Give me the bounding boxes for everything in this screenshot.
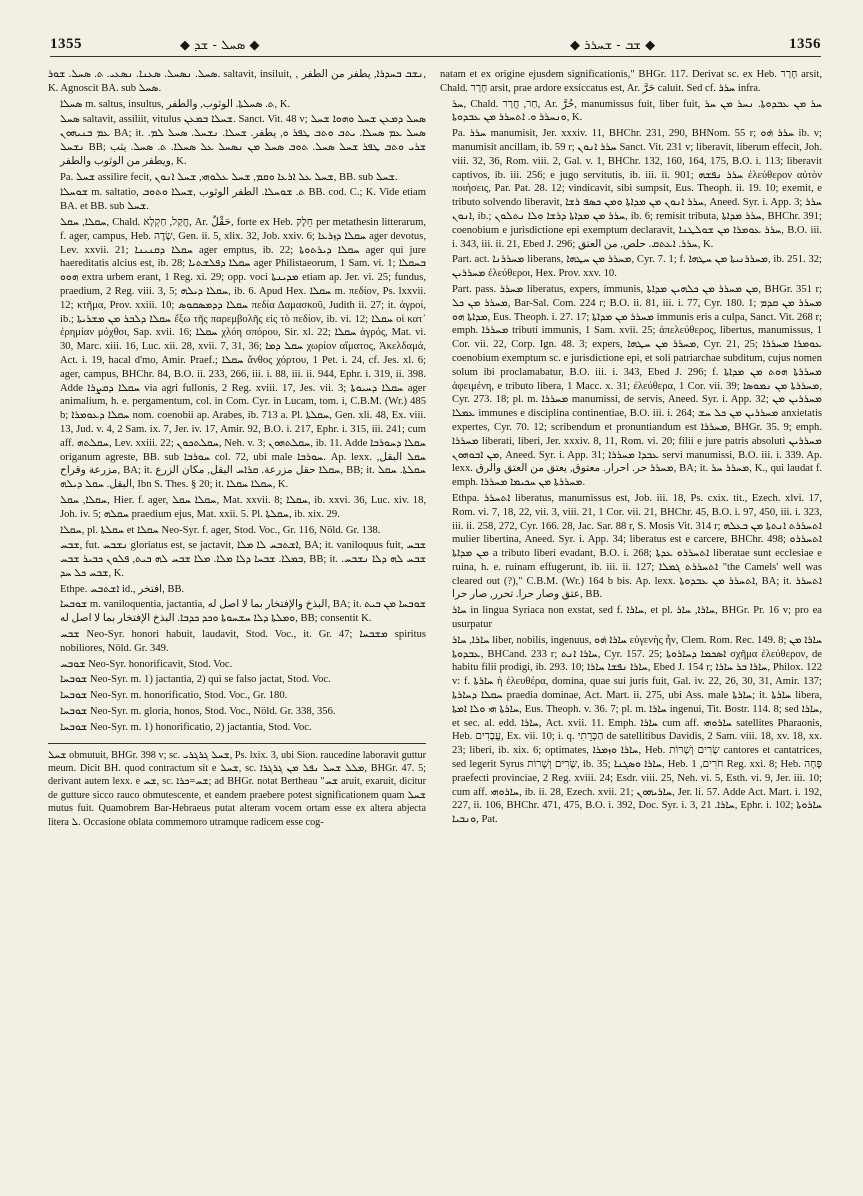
left-column-entry: ܫܘܒܚܐ Neo-Syr. m. 1) honorificatio, 2) jactantia, Stod. Voc. [60,721,312,733]
left-column-entry: ܚܩܠܐ, ܚܩܠ, Chald. חֲקַל, חַקְלָא, Ar. حَقْلٌ, forte ex Heb. חֵלֶק per metathesin litterarum, f. ager, campus, Heb. שָׂדֶה, Gen. ii. 5, xlix. 32, Job. xxiv. 6; ܚܩܠܐ ܕܙܪܥܐ ager devotus, Lev. xxvii. 21; ܚܩܠܐ ܕܩܢܝܢܐ ager emptus, ib. 22; ܚܩܠܐ ܕܝܪܬܘܬܐ ager qui jure haereditatis alcius est, ib. 28; ܚܩܠܐ ܕܦܠܫܬܝܐ ager Philistaeorum, 1 Sam. vi. 1; ܒܚܩܠܐ ܗܘܘ extra urbem erant, 1 Reg. xi. 29; opp. voci ܡܕܝܢܬܐ etiam ap. Jer. vi. 25; fundus, praedium, 2 Reg. viii. 3, 5; ܚܩܠܐ ܕܝܠܗ, ib. 6. Apud Hex. ܚܩܠܐ m. πεδίον, Ps. lxxvii. 12; κτῆμα, Prov. xxiii. 10; ܚܩܠܐ ܕܕܡܣܩܘܣ πεδία Δαμασκοῦ, Judith ii. 27; it. ἀγροί, ib.; ܚܩܠܐ ܕܠܒܪ ܡܢ ܡܫܪܝܬܐ ἔξω τῆς παρεμβολῆς εἰς τὸ πεδίον, ib. vi. 12; ܚܩܠܐ οἱ κατ᾽ ἐρημίαν μόχθοι, Sap. xvii. 16; ܚܩܠܐ χλόη σπόρου, Sir. xl. 22; ܚܩܠܐ ἀγρός, Mat. vi. 30, Marc. xiii. 16, Luc. xii. 28, xvii. 7, 31, 36; ܚܩܠ ܕܡܐ χωρίον αἵματος, Ἀκελδαμά, Act. i. 19, hacal d'mo, Amir. Praef.; ܚܩܠܐ ἄνθος χόρτου, 1 Pet. i. 24, cf. Jes. xl. 6; ager, campus, BHChr. 84, B.O. ii. 233, 266, iii. i. 88, iii. ii. 944, Ephr. i. 319, ii. 398. Adde ܚܩܠܐ ܕܩܨܪܐ via agri fullonis, 2 Reg. xviii. 17, Jes. vii. 3; ܚܩܠܐ ܕܚܝܘܬܐ ager animalium, h. e. pergamentum, col. in Com. Cyr. in Lucam, tom. i, C.B.M. (Wr.) 485 b; ܚܩܠܐ ܕܥܘܡܪܐ nom. coenobii ap. Arabes, ib. 713 a. Pl. ܚܩܠܬܐ, Gen. xli. 48, Ex. viii. 13, Jud. v. 4, 2 Sam. ix. 7, Jer. iv. 17, Amir. 92, B.O. i. 217, Ephr. i. 315, iii. 241; cum aff. ܚܩܠܬܗ, Lev. xxiii. 22; ܚܩܠܬܟܘܢ, Neh. v. 3; ܚܩܠܬܗܘܢ, ib. 11. Adde ܚܩܠܐ ܕܚܘܪܒܐ origanum agreste, BB. sub ܚܘܪܒܐ col. 72, ubi male ܚܘܪܒܐ. Ap. lexx. ܚܩܠ البقل, مزرعة وقراح, BA; it. ܚܩܠܐ حقل مزرعة. ܩܪܐܚ البقل, مكان الزرع, BB; it. ܚܩܠܬܐ. ܚܩܠ البقل. ܚܩܠ ܕܝܠܗ, Ibn S. Thes. § 20; it. ܚܩܠܐ ܚܩܠܐ, K. [60,216,426,491]
left-column-entry: ܫܘܒܚ Neo-Syr. honorificavit, Stod. Voc. [60,658,233,670]
left-column-entry: ܫܒܚ, fut. ܢܫܒܚ gloriatus est, se jactavit, ܐܫܬܒܚ ܠܐ ܡܠܐ, BA; it. vaniloquus fuit, ܫܒܚ ܒܡܠܐ. ܫܒܚܐ ܕܠܐ ܡܠܐ. ܡܠܐ ܫܒܚ ܠܗ ܒܝܬ, ܦܠܘܢ ܟܒܝܪ ܫܒܚ, BB; it. ܫܒܚ ܠܗ ܕܠܐ ܢܫܒܚ. ܫܒܚ ܟܠ ܚܕ, K. [60,540,426,579]
left-column-entry: Pa. ܫܚܠ assilire fecit, ܫܚܠ ܥܠ ܐܪܥܐ ܘܩܡ, ܫܚܠ ܥܠܘܗܝ, ܫܚܠ ܐܢܘܢ, BB. sub ܫܚܠ. [60,171,398,183]
right-column-entry: natam et ex origine ejusdem significationis," BHGr. 117. Derivat sc. ex Heb. חָרַר arsit, Chald. חָרַר arsit, prae ardore exsiccatus est, Ar. حَرَّ caluit. Sed cf. ܚܪܪ infra. [440,69,822,94]
left-page-number: 1355 [50,36,82,52]
left-column-entry: ܫܘܒܚܐ Neo-Syr. m. gloria, honos, Stod. Voc., Nöld. Gr. 338, 356. [60,706,336,718]
right-column-entry: Ethpa. ܐܬܚܪܪ liberatus, manumissus est, Job. iii. 18, Ps. cxix. tit., Ezech. xlvi. 17, Rom. vi. 7, 18, 22, vii. 3, viii. 21, 1 Cor. vii. 21, BHChr. 45, B.O. i. 97, 450, iii. i. 323, iii. ii. 258, 272, Cyr. 166. 28, Jac. Sar. 88 r, S. Mosis Vit. 314 r; ܐܬܚܪܪܬ ܐܢܬܬܐ ܡܢ ܒܥܠܗ mulier libertina, Aneed. Syr. i. App. 34; liberatus est e carcere, BHChr. 498; ܐܬܚܪܪܘ ܡܢ ܡܕܐܬܐ a tributo liberi evadant, B.O. i. 268; ܐܬܚܪܪܘ ܥܕܬܐ liberatae sunt ecclesiae e ruina, h. e. ruinam effugerunt, ib. iii. ii. 127; ܐܬܚܪܪܬ ܓܡܠܐ "the Camels' well was cleared out (?)," C.B.M. (Wr.) 164 b bis. Ap. lexx. ܐܬܚܪܪ ܡܢ ܥܒܕܘܬܐ, BA; it. ܐܬܚܪܪ عتق وصار حرا. تحرر, صار حرا, BB. [452,492,822,601]
left-column-entry: ܫܘܒܚܐ m. vaniloquentia, jactantia, البذخ والإفتخار بما لا اصل له, BA; it. ܫܘܒܚܐ ܡܢ ܒܝܬ ܘܡܠܬܐ ܕܠܐ ܚܫܚܘܬܐ ܘܟܕ ܟܕܒܐ. البذخ الإفتخار بما لا اصل له, BB; consentit K. [60,599,426,625]
right-column-entry: Part. act. ܡܚܪܪܢܐ liberans, ܡܚܪܪ ܡܢ ܚܛܗܐ, Cyr. 7. 1; f. ܡܚܪܪܢܝܬܐ ܡܢ ܚܛܗܐ, ib. 251. 32; ܡܚܪܪܝܢ ἐλεύθεροι, Hex. Prov. xxv. 10. [452,254,822,280]
right-running-head: ◆ ܫܒ - ܫܚܪܪ ◆ [570,38,656,53]
left-column-entry: ܚܩܠܐ, ܚܩܠ, Hier. f. ager, ܚܩܠܐ ܚܩܠ, Mat. xxvii. 8; ܚܩܠܐ, ib. xxvi. 36, Luc. xiv. 18, Joh. iv. 5; ܚܩܠܗ praedium ejus, Mat. xxii. 5. Pl. ܚܩܠܬܐ, ib. xix. 29. [60,494,426,520]
left-footnote: ܫܚܠ obmutuit, BHGr. 398 v; sc. ܫܚܠ ܓܪܓܪܝ, Ps. lxix. 3, ubi Sion. raucedine laboravit guttur meum. Dicit BH. quod contractum sit e ܫܚܠ, sc. ܡܠܠ ܫܚܠ ܢܦܠ ܡܢ ܓܪܓܪܐ, BHGr. 47. 5; derivant autem lexx. e ܫܚ, sc. ܫܚ=ܟܪܐ; ad BHGr. notat Bertheau "ܫܚ aruit, exaruit, dicitur de gutture sicco rauco obmutescente, et eandem praebere potest significationem quam ܫܚܠ mutus fuit. Quamobrem Bar-Hebraeus putat alteram vocem ortam esse ex altera abjecta litera ܠ. Occasione oblata commemoro utramque radicem esse cog- [48,749,426,828]
right-page-number: 1356 [789,36,821,52]
right-column-entry: ܚܐܪ in lingua Syriaca non exstat, sed f. ܚܐܪܐ, et pl. ܚܐܪܐ, ܚܐܪ, BHGr. Pr. 16 v; pro ea usurpatur [452,605,822,631]
left-column-entry: ܫܘܒܚܐ Neo-Syr. m. honorificatio, Stod. Voc., Gr. 180. [60,690,288,702]
right-entries [440,68,822,827]
footnote-rule [48,743,426,744]
right-column [440,66,822,1184]
left-column-entry: ܚܩܠܐ, pl. ܚܩܠܬܐ et ܚܩܠܐ Neo-Syr. f. ager, Stod. Voc., Gr. 116, Nöld. Gr. 138. [60,524,381,536]
page-header [50,32,821,57]
right-column-entry: Part. pass. ܡܚܪܪ liberatus, expers, immunis, ܡܢ ܡܚܪܪ ܡܢ ܟܠܗܝܢ ܡܕܐܬܐ, BHGr. 351 r; ܡܚܪܪ ܡܢ ܟܠ, Bar-Sal. Com. 224 r; B.O. ii. 81, iii. i. 77, Cyr. 180. 1; ܡܚܪܪ ܡܢ ܩܕܡ ܡܕܐܬܐ ܗܘ, Eus. Theoph. i. 27. 17; ܡܚܪܪ ܡܢ ܡܕܐܬܐ immunis eris a culpa, Sanct. Vit. 268 r; emph. ܡܚܪܪܐ tributi immunis, 1 Sam. xvii. 25; ἀπελεύθερος, libertus, manumissus, 1 Cor. vii. 22, Corp. Ign. 48. 3; expers, ܡܚܪܪ ܡܢ ܚܛܗܐ, Cyr. 21, 25; ܥܘܡܪܐ ܡܚܪܪܐ coenobium exemptum sc. e jurisdictione epi, et soli patriarchae subditum, cujus nomen solum ibi proclamabatur, B.O. iii. i. 343, Ebed J. 296; f. ܡܚܪܪܬܐ ܗܘܬ ܡܢ ܡܕܐܬܐ ἀφειμένη, e tributo libera, 1 Macc. x. 31; ἐλεύθερα, 1 Cor. vii. 39; ܡܚܪܪܬܐ ܡܢ ܢܡܘܣܐ, Cyr. 273. 18; pl. m. ܡܚܪܪܐ manumissi, de servis, Aneed. Syr. i. App. 32; ܡܚܪܪܝܢ ܡܢ ܥܡܠܐ immunes e disciplina continentiae, B.O. iii. i. 264; ܡܚܪܪܝܢ ܡܢ ܟܠ ܚܫ anxietatis expertes, Cyr. 70. 12; scribendum et pronuntiandum est ܡܚܪܪܐ, BHGr. 35. 9; emph. ܡܚܪܪܐ liberati, liberi, Jer. xxxiv. 8, 11, Rom. vi. 20; filii e jure patris absoluti ܡܚܪܪܝܢ ܡܢ ܐܒܘܗܘܢ, Aneed. Syr. i. App. 31; ܥܒܕܐ ܡܚܪܪܐ servi manumissi, B.O. iii. i. 339. Ap. lexx. ܡܚܪܪ حر. احرار. معتوق, يعتق من العتق والرق, BA; it. ܡܚܪܪ ܚܪ, K., qui laudat f. emph. ܡܚܪܪܬܐ ܡܢ ܚܟܝܡܐ ܡܚܪܪܐ. [452,283,822,489]
left-column-entry: ܣܚܠ saltavit, assiliit, vitulus ܫܚܠܐ ܒܡܥܢ. Sanct. Vit. 48 v; ܣܚܠ ܕܡܥܢ ܫܚܠ ܘܗܘܐ ܫܚܠ ܥܡ ܒܢܝܗܘܢ BA; it. ܣܚܠ ܥܡ ܣܚܠܐ. ܝܬܒ ܘܬܒ ܛܦܪ ܘ, يطفر. ܫܚܠܐ. ܢܫܚܠ. ܣܚܠ ܠܡ. ܢܫܚܠ BB; ܫܪܝ ܘܬܒ ܛܦܪ ܫܚܠ ܣܚܠ. ܬܘܒ ܣܚܠ ܡܢ ܢܣܚܠ ܥܠ ܣܚܠܐ. ܬ. ܣܚܠ. يثب ويطفر من الوثوب والطفر, K. [60,114,426,167]
left-running-head: ◆ ܣܚܠ - ܫܕ ◆ [180,38,260,53]
left-entries [48,68,426,735]
left-column-entry: ܣܚܠ. ܢܣܚܠ. ܣܥܢܐ. ܢܣܥܝ. ܬ. ܣܚܠ. ܫܘܪ. saltavit, insiluit, ‚ ܢܫܒ ܒܚܕܪܐ, يطفر من الطفر, K. Agnoscit BA. sub ܣܚܠ. [48,69,426,94]
right-column-entry: ܚܐܪܐ, ܚܐܪ liber, nobilis, ingenuus, ܚܐܪܐ ܗ݁ܘ εὐγενὴς ἦν, Clem. Rom. Rec. 149. 8; ܚܐܪܐ ܡܢ ܥܒܕܘܬܐ, BHCand. 233 r; ܚܐܪܐ ܐܢܬ, Cyr. 157. 25; ܐܣܟܡܐ ܕܚܐܪܘܬܐ σχῆμα ἐλεύθερον, de habitu filii prodigi, ib. 293. 10; ܚܐܪܐ ܢܦܫܐ ܚܐܪܐ, Ebed J. 154 r; ܚܐܪܐ ܒܪ ܚܐܪܐ, Philox. 122 v: f. ܚܐܪܬܐ ἡ ἐλευθέρα, domina, quae sui juris fuit, Gal. iv. 22, 26, 30, 31, Amir. 137; ܚܩܠܐ ܕܚܐܪܬܐ praedia dominae, Act. Mart. ii. 275, ubi Ass. male ܚܐܪܬܐ; it. ܚܐܪܬܐ libera, ܚܐܪܬܐ ܗܝ ܘܠܐ ܐܡܬܐ, Eus. Theoph. v. 36. 7; pl. m. ܚܐܪܐ ingenui, Tit. Bostr. 114. 8; sed ܚܐܪܐ, et sec. al. edd. ܚܐܪܐ, Act. xvii. 11. Emph. ܚܐܪܐ cum aff. ܚܐܪܘܗܝ satellites Pharaonis, Heb. עֲבָדִים, Ex. vii. 10; i. q. הַכְּרֵתִי de satellitibus Davidis, 2 Sam. viii. 18, xv. 18, xx. 23; liberi, ib. xix. 6; optimates, ܚܐܪܐ ܘܙܡܪܐ, Heb. שָׂרִים וְשָׁרוֹת cantores et cantatrices, sed legerit Syrus שָׂרִים וְשָׁרוֹת, ib. 35; ܚܐܪܐ ܘܣܓܢܐ, Heb. חֹרִים, 1 Reg. xxi. 8; Heb. פֶּחָה praefecti provinciae, 2 Reg. xviii. 24; Esdr. viii. 25, Neh. vi. 5, Esth. vi. 9, Jer. iii. 10; cum aff. ܚܐܪܘܗܝ, ib. ii. 28, Ezech. xvii. 21; ܚܐܪܝܗܘܢ, Jer. li. 57. Adde Act. Mart. i. 192, 227, ii. 106, BHChr. 471, 475, B.O. i. 392, Doc. Syr. i. 3, ܚܐܪܐ. 21, Ephr. i. 102; ܚܐܪܘܬܐ ܘܢܒܝܐ, Pat. [452,634,822,826]
right-column-entry: ܚܪ, Chald. חַר, חֲרַר, Ar. حُرَّ, manumissus fuit, liber fuit, ܚܪ ܡܢ ܥܒܕܘܬܐ. ܢܚܪ ܡܢ ܚܪ ܘܢܚܪܪ ܘ. ܐܬܚܪܪ ܡܢ ܥܒܕܘܬܐ, K. [452,98,822,124]
right-column-entry: Pa. ܚܪܪ manumisit, Jer. xxxiv. 11, BHChr. 231, 290, BHNom. 55 r; ܚܪܪ ܗ݁ܘ ib. v; manumisit ancillam, ib. 59 r; ܚܪܪ ܐܢܘܢ Sanct. Vit. 231 v; liberavit, liberum effecit, Joh. viii. 32, 36, Rom. viii. 2, Gal. v. 1, BHChr. 132, 160, 164, 175, B.O. i. 113; liberavit captivos, ib. iii. 256; e jugo servitutis, ib. iii. ii. 901; ܚܪܪ ܢܦܫܗ ἐλεύθερον αὐτὸν ποιήσεις, Par. Pat. 28. 12; vindicavit, sibi sumpsit, Eus. Theoph. ii. 19. 10; exemit, e tributo solvendo liberavit, ܚܪܪ ܐܢܘܢ ܡܢ ܡܕܐܬܐ ܘܡܢ ܟܣܦ ܪܫܐ, Aneed. Syr. i. App. 3; ܚܪܪ ܐܢܘܢ, ib.; ܚܪܪ ܡܢ ܡܕܐܬܐ ܕܪܫܐ ܘܠܐ ܢܬܠܘܢ, ib. 6; remisit tributa, ܚܪܪ ܡܕܐܬܐ, BHChr. 391; coenobium e jurisdictione epi exemptum declaravit, ܚܪܪ ܥܘܡܪܐ ܡܢ ܫܘܠܛܢܐ, B.O. iii. i. 343, iii. ii. 21, Ebed J. 296; ܚܪܪ. ܐܥܬܩ. حلص, من العتق, K. [452,128,822,250]
left-column-entry: ܫܘܒܚܐ Neo-Syr. m. 1) jactantia, 2) qui se falso jactat, Stod. Voc. [60,674,331,686]
left-column [48,66,426,1184]
left-column-entry: ܫܘܚܠܐ m. saltatio, ܬ. ܫܘܚܠܐ. الطفر الوثوب ,ܫܚܠܐ ܘܬܘܒ BB. cod. C.; K. Vide etiam BA. et BB. sub ܫܚܠ. [60,187,426,213]
left-column-entry: ܣܚܠܐ m. saltus, insultus, ܬ. ܣܚܠܬܐ. الوثوب, والطفر, K. [60,98,291,110]
left-column-entry: Ethpe. ܐܫܬܒܚ id., افتخر, BB. [60,583,185,595]
left-column-entry: ܫܒܚ Neo-Syr. honori habuit, laudavit, Stod. Voc., it. Gr. 47; ܡܫܒܚܐ spiritus nobiliores, Nöld. Gr. 349. [60,629,426,654]
